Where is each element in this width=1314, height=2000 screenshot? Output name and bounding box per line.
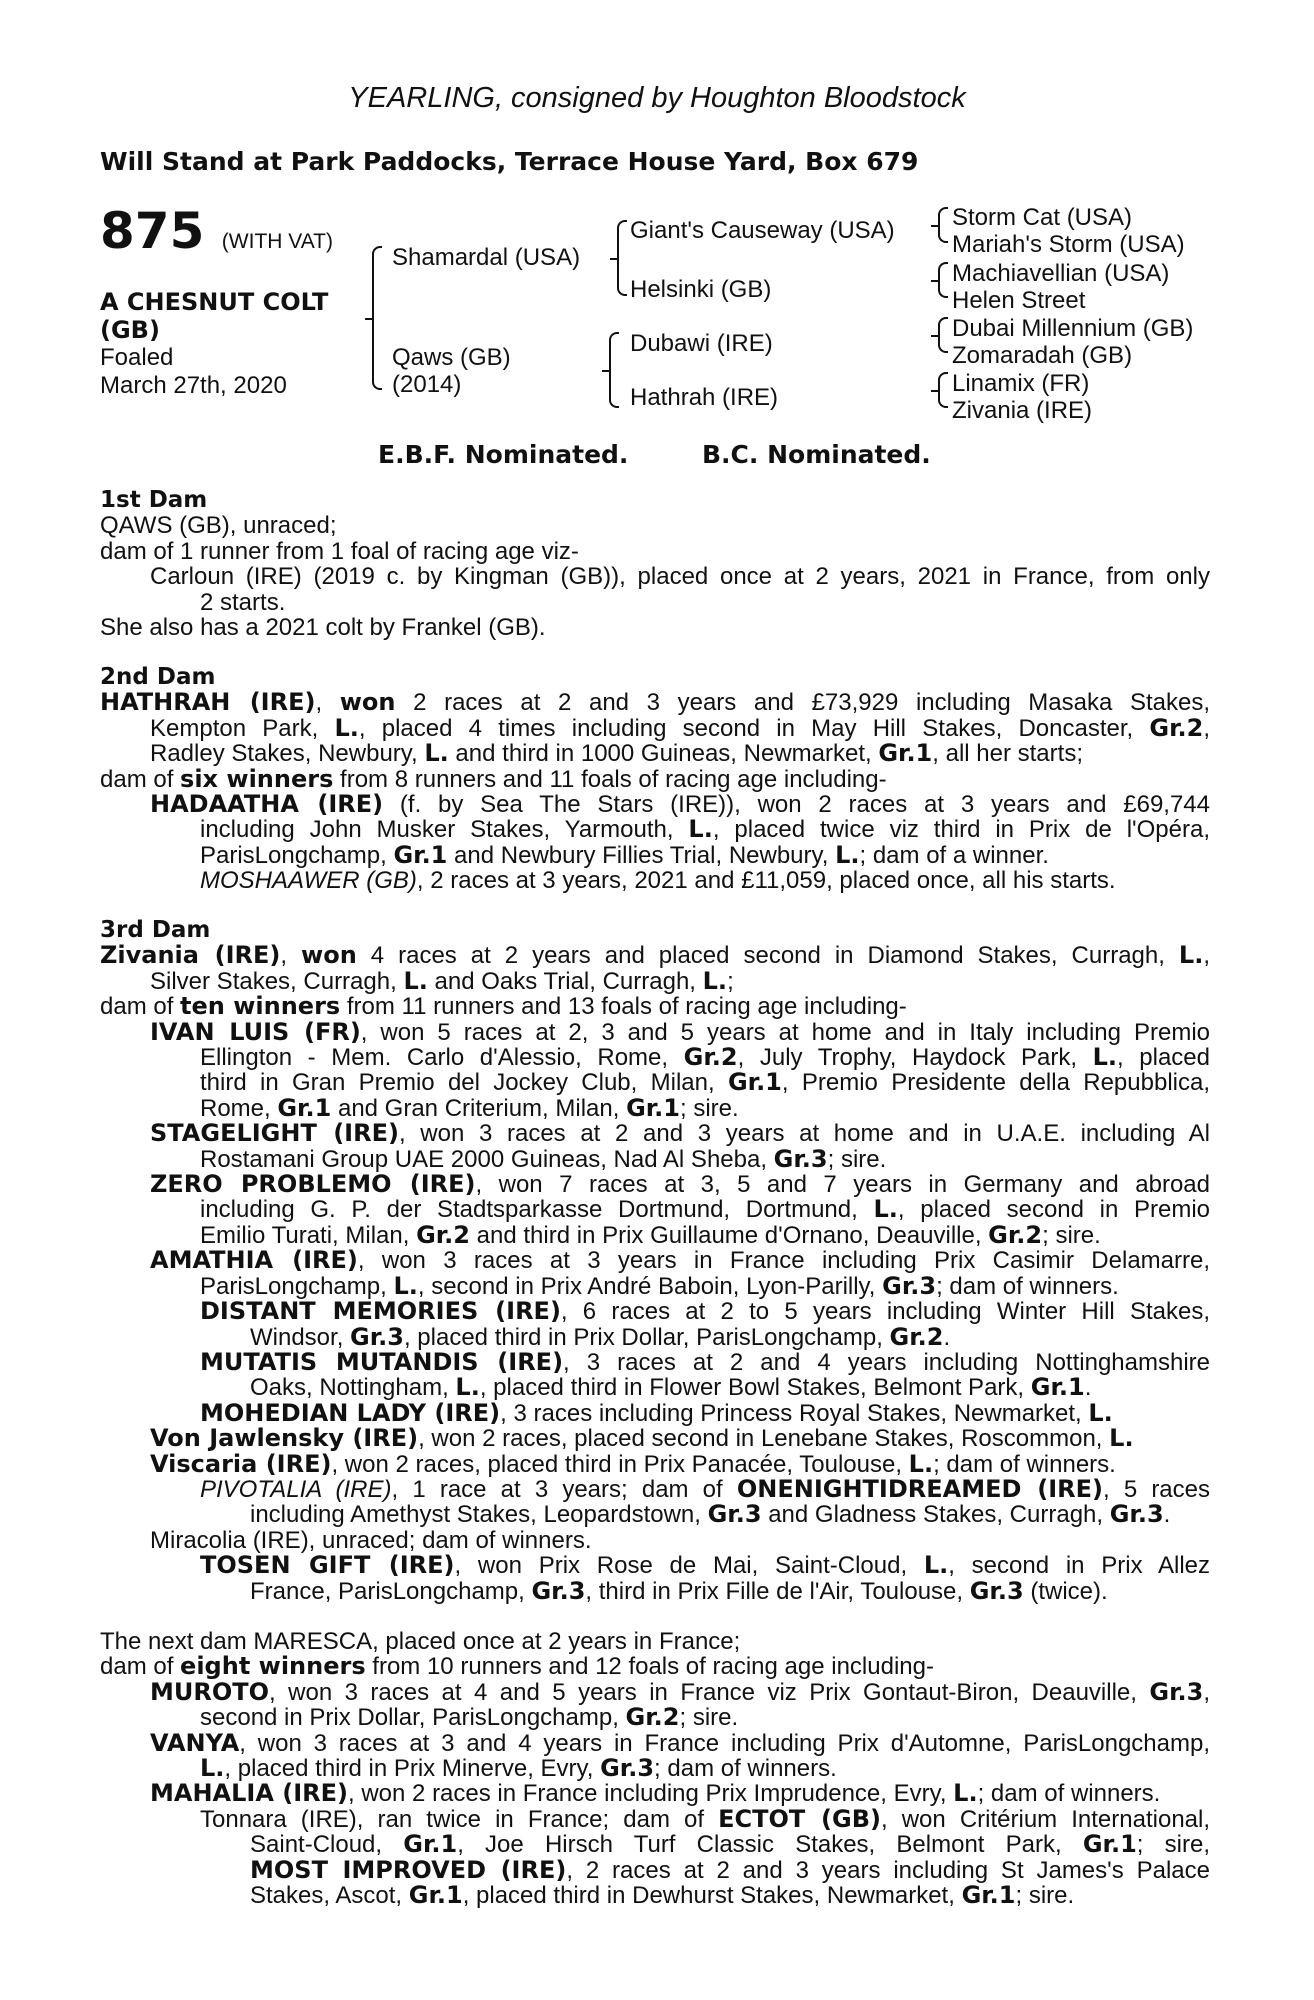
pedigree-ssd: Mariah's Storm (USA) <box>952 231 1185 258</box>
pedigree-ddd: Zivania (IRE) <box>952 397 1093 424</box>
third-dam-line: France, ParisLongchamp, Gr.3, third in Prix Fille de l'Air, Toulouse, Gr.3 (twice). <box>250 1576 1108 1605</box>
next-dam-line: MOST IMPROVED (IRE), 2 races at 2 and 3 years including St James's Palace <box>250 1855 1210 1884</box>
next-dam-line: dam of eight winners from 10 runners and 12 foals of racing age including- <box>100 1652 934 1681</box>
third-dam-line: TOSEN GIFT (IRE), won Prix Rose de Mai, Saint-Cloud, L., second in Prix Allez <box>200 1551 1210 1580</box>
third-dam-line: including Amethyst Stakes, Leopardstown, Gr.3 and Gladness Stakes, Curragh, Gr.3. <box>250 1500 1171 1529</box>
catalogue-title: YEARLING, consigned by Houghton Bloodstock <box>348 82 966 114</box>
third-dam-line: Rostamani Group UAE 2000 Guineas, Nad Al Sheba, Gr.3; sire. <box>200 1144 887 1173</box>
next-dam-line: The next dam MARESCA, placed once at 2 years in France; <box>100 1628 741 1655</box>
third-dam-line: Oaks, Nottingham, L., placed third in Flower Bowl Stakes, Belmont Park, Gr.1. <box>250 1373 1092 1402</box>
next-dam-line: MUROTO, won 3 races at 4 and 5 years in France viz Prix Gontaut-Biron, Deauville, Gr.3, <box>150 1677 1210 1706</box>
pedigree-sire: Shamardal (USA) <box>392 244 581 271</box>
second-dam-line: Kempton Park, L., placed 4 times including second in May Hill Stakes, Doncaster, Gr.2, <box>150 713 1210 742</box>
first-dam-line: 2 starts. <box>200 588 286 616</box>
third-dam-line: MOHEDIAN LADY (IRE), 3 races including Princess Royal Stakes, Newmarket, L. <box>200 1398 1113 1427</box>
third-dam-line: Viscaria (IRE), won 2 races, placed third in Prix Panacée, Toulouse, L.; dam of winners. <box>150 1449 1116 1478</box>
second-dam-line: dam of six winners from 8 runners and 11 foals of racing age including- <box>100 764 887 793</box>
third-dam-line: ParisLongchamp, L., second in Prix André Baboin, Lyon-Parilly, Gr.3; dam of winners. <box>200 1271 1119 1300</box>
first-dam-line: QAWS (GB), unraced; <box>100 512 337 540</box>
third-dam-line: ZERO PROBLEMO (IRE), won 7 races at 3, 5 and 7 years in Germany and abroad <box>150 1170 1210 1199</box>
horse-desc-line2: (GB) <box>100 316 160 344</box>
pedigree-brace-sd <box>938 262 948 298</box>
third-dam-heading: 3rd Dam <box>100 917 211 943</box>
third-dam-section <box>100 918 1210 1604</box>
next-dam-line: L., placed third in Prix Minerve, Evry, Gr.3; dam of winners. <box>200 1754 837 1783</box>
pedigree-brace-ss <box>938 207 948 243</box>
first-dam-line: She also has a 2021 colt by Frankel (GB). <box>100 614 546 642</box>
third-dam-line: PIVOTALIA (IRE), 1 race at 3 years; dam of ONENIGHTIDREAMED (IRE), 5 races <box>200 1474 1211 1503</box>
next-dam-line: MAHALIA (IRE), won 2 races in France including Prix Imprudence, Evry, L.; dam of winners. <box>150 1779 1161 1808</box>
horse-desc-line1: A CHESNUT COLT <box>100 288 329 316</box>
third-dam-line: Zivania (IRE), won 4 races at 2 years and placed second in Diamond Stakes, Curragh, L., <box>100 941 1210 970</box>
stand-location: Will Stand at Park Paddocks, Terrace House Yard, Box 679 <box>100 147 919 176</box>
second-dam-heading: 2nd Dam <box>100 664 216 690</box>
foaled-date: March 27th, 2020 <box>100 372 287 399</box>
third-dam-line: MUTATIS MUTANDIS (IRE), 3 races at 2 and 4 years including Nottinghamshire <box>200 1347 1210 1376</box>
first-dam-heading: 1st Dam <box>100 487 208 513</box>
pedigree-dsd: Zomaradah (GB) <box>952 342 1133 369</box>
second-dam-line: HADAATHA (IRE) (f. by Sea The Stars (IRE)), won 2 races at 3 years and £69,744 <box>150 790 1211 819</box>
pedigree-brace-gen1 <box>372 246 382 390</box>
second-dam-line: including John Musker Stakes, Yarmouth, L., placed twice viz third in Prix de l'Opéra, <box>200 815 1210 844</box>
third-dam-line: Emilio Turati, Milan, Gr.2 and third in Prix Guillaume d'Ornano, Deauville, Gr.2; sire. <box>200 1220 1101 1249</box>
third-dam-line: Silver Stakes, Curragh, L. and Oaks Trial, Curragh, L.; <box>150 966 734 995</box>
vat-note: (WITH VAT) <box>221 230 333 253</box>
bc-nominated: B.C. Nominated. <box>702 440 931 469</box>
next-dam-line: Saint-Cloud, Gr.1, Joe Hirsch Turf Classic Stakes, Belmont Park, Gr.1; sire, <box>250 1830 1210 1859</box>
pedigree-sds: Machiavellian (USA) <box>952 260 1170 287</box>
first-dam-section <box>100 488 1210 640</box>
third-dam-line: third in Gran Premio del Jockey Club, Milan, Gr.1, Premio Presidente della Repubblica, <box>200 1068 1210 1097</box>
second-dam-line: Radley Stakes, Newbury, L. and third in 1000 Guineas, Newmarket, Gr.1, all her starts; <box>150 739 1083 768</box>
third-dam-line: DISTANT MEMORIES (IRE), 6 races at 2 to 5 years including Winter Hill Stakes, <box>200 1297 1210 1326</box>
third-dam-line: Ellington - Mem. Carlo d'Alessio, Rome, Gr.2, July Trophy, Haydock Park, L., placed <box>200 1043 1210 1072</box>
second-dam-line: MOSHAAWER (GB), 2 races at 3 years, 2021 and £11,059, placed once, all his starts. <box>200 867 1116 895</box>
next-dam-line: second in Prix Dollar, ParisLongchamp, Gr.2; sire. <box>200 1703 739 1732</box>
foaled-label: Foaled <box>100 344 174 371</box>
pedigree-brace-dd <box>938 372 948 408</box>
third-dam-line: STAGELIGHT (IRE), won 3 races at 2 and 3 years at home and in U.A.E. including Al <box>150 1119 1210 1148</box>
next-dam-line: Stakes, Ascot, Gr.1, placed third in Dewhurst Stakes, Newmarket, Gr.1; sire. <box>250 1881 1075 1910</box>
next-dam-section <box>100 1629 1210 1908</box>
third-dam-line: Windsor, Gr.3, placed third in Prix Dollar, ParisLongchamp, Gr.2. <box>250 1322 951 1351</box>
third-dam-line: Von Jawlensky (IRE), won 2 races, placed second in Lenebane Stakes, Roscommon, L. <box>150 1424 1134 1453</box>
pedigree-sire-sire: Giant's Causeway (USA) <box>630 217 895 244</box>
third-dam-line: including G. P. der Stadtsparkasse Dortmund, Dortmund, L., placed second in Premio <box>200 1195 1211 1224</box>
third-dam-line: IVAN LUIS (FR), won 5 races at 2, 3 and 5 years at home and in Italy including Premio <box>150 1017 1210 1046</box>
third-dam-line: Rome, Gr.1 and Gran Criterium, Milan, Gr.1; sire. <box>200 1093 739 1122</box>
pedigree-dam-year: (2014) <box>392 371 462 398</box>
third-dam-line: dam of ten winners from 11 runners and 13 foals of racing age including- <box>100 992 907 1021</box>
pedigree-dam-dam: Hathrah (IRE) <box>630 384 779 411</box>
third-dam-line: Miracolia (IRE), unraced; dam of winners. <box>150 1526 592 1554</box>
pedigree-dam-sire: Dubawi (IRE) <box>630 330 773 357</box>
pedigree-brace-dam <box>609 332 619 408</box>
pedigree-brace-sire <box>617 220 627 296</box>
pedigree-sire-dam: Helsinki (GB) <box>630 276 772 303</box>
next-dam-line: VANYA, won 3 races at 3 and 4 years in France including Prix d'Automne, ParisLongchamp, <box>150 1728 1210 1757</box>
horse-description <box>100 288 328 400</box>
ebf-nominated: E.B.F. Nominated. <box>378 440 629 469</box>
pedigree-sss: Storm Cat (USA) <box>952 204 1133 231</box>
pedigree-sdd: Helen Street <box>952 287 1086 314</box>
second-dam-line: HATHRAH (IRE), won 2 races at 2 and 3 years and £73,929 including Masaka Stakes, <box>100 688 1210 717</box>
pedigree-dds: Linamix (FR) <box>952 370 1090 397</box>
pedigree-brace-ds <box>938 317 948 353</box>
first-dam-line: dam of 1 runner from 1 foal of racing age viz- <box>100 537 579 565</box>
next-dam-line: Tonnara (IRE), ran twice in France; dam of ECTOT (GB), won Critérium International, <box>200 1804 1211 1833</box>
pedigree-dss: Dubai Millennium (GB) <box>952 315 1194 342</box>
lot-number-value: 875 <box>100 202 205 260</box>
pedigree-dam: Qaws (GB) <box>392 344 511 371</box>
second-dam-section <box>100 665 1210 894</box>
first-dam-line: Carloun (IRE) (2019 c. by Kingman (GB)), placed once at 2 years, 2021 in France, from only <box>150 563 1210 591</box>
third-dam-line: AMATHIA (IRE), won 3 races at 3 years in France including Prix Casimir Delamarre, <box>150 1246 1211 1275</box>
second-dam-line: ParisLongchamp, Gr.1 and Newbury Fillies Trial, Newbury, L.; dam of a winner. <box>200 840 1049 869</box>
lot-number <box>100 202 333 267</box>
